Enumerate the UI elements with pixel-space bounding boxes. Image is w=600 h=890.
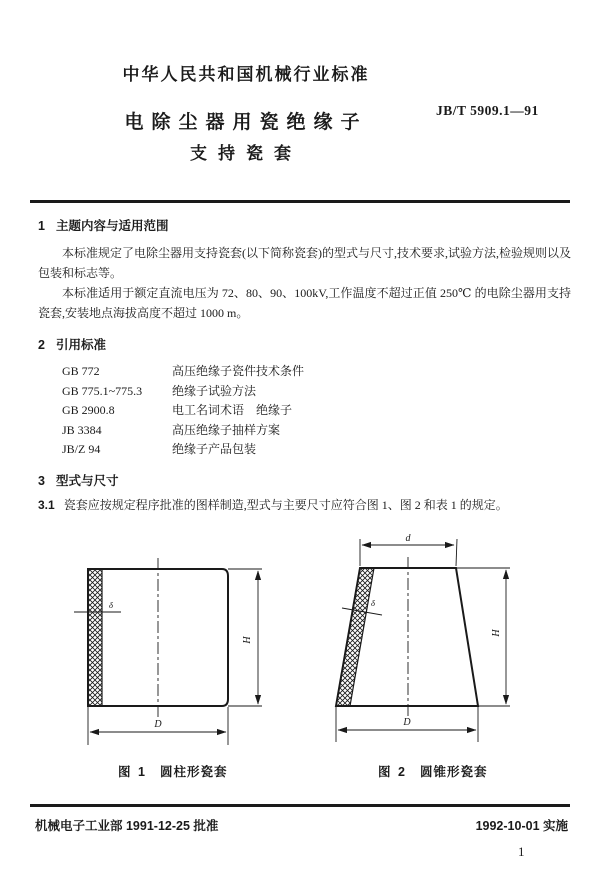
section-2-number: 2 (38, 338, 45, 352)
section-1-title: 主题内容与适用范围 (55, 219, 169, 233)
extension-line (456, 539, 457, 566)
page-number: 1 (518, 844, 525, 859)
reference-code: JB 3384 (62, 422, 102, 437)
dimension-label-D: D (403, 717, 411, 728)
reference-title: 高压绝缘子抽样方案 (172, 422, 281, 437)
figure-2-caption (378, 762, 487, 780)
section-2-heading (38, 337, 571, 353)
figure-1-caption-title: 圆柱形瓷套 (159, 765, 228, 779)
section-1-paragraph-1: 本标准规定了电除尘器用支持瓷套(以下简称瓷套)的型式与尺寸,技术要求,试验方法,检验规则以及包装和标志等。 (38, 246, 571, 280)
dimension-label-d: d (405, 533, 411, 544)
reference-code: JB/Z 94 (62, 442, 101, 457)
standard-number: JB/T 5909.1—91 (436, 103, 539, 118)
footer-rule (30, 804, 570, 807)
dimension-label-wall: δ (109, 600, 113, 610)
reference-row (38, 382, 571, 402)
wall-section-hatch (336, 568, 374, 706)
figure-1-caption-label: 图 1 (118, 765, 147, 779)
reference-title: 电工名词术语 绝缘子 (172, 403, 293, 418)
section-2-title: 引用标准 (55, 338, 106, 352)
reference-code: GB 775.1~775.3 (62, 383, 143, 398)
section-1-number: 1 (38, 219, 45, 233)
implementation-note: 1992-10-01 实施 (475, 819, 568, 833)
dimension-label-D: D (154, 719, 162, 730)
clause-3-1-text: 瓷套应按规定程序批准的图样制造,型式与主要尺寸应符合图 1、图 2 和表 1 的规定。 (63, 497, 508, 512)
reference-row (38, 362, 571, 382)
dimension-label-wall: δ (371, 598, 375, 608)
figure-2-caption-label: 图 2 (378, 765, 407, 779)
clause-3-1-number: 3.1 (38, 497, 55, 512)
header-rule (30, 200, 570, 203)
figure-2-conical-sleeve-drawing (320, 528, 535, 750)
section-1-heading (38, 218, 571, 234)
approval-note: 机械电子工业部 1991-12-25 批准 (35, 819, 219, 833)
section-3-number: 3 (38, 473, 45, 488)
reference-title: 绝缘子产品包装 (172, 442, 257, 457)
section-3-heading (38, 473, 571, 489)
dimension-label-H: H (242, 636, 253, 644)
reference-title: 高压绝缘子瓷件技术条件 (172, 364, 305, 378)
figure-1-cylindrical-sleeve-drawing (60, 545, 275, 760)
reference-code: GB 772 (62, 364, 100, 378)
document-body (38, 211, 571, 515)
reference-title: 绝缘子试验方法 (172, 383, 257, 398)
section-3-title: 型式与尺寸 (55, 473, 119, 488)
figure-2-caption-title: 圆锥形瓷套 (419, 765, 488, 779)
reference-list (38, 362, 571, 460)
section-1-paragraph-2: 本标准适用于额定直流电压为 72、80、90、100kV,工作温度不超过正值 250℃ 的电除尘器用支持瓷套,安装地点海拔高度不超过 1000 m。 (38, 286, 571, 320)
standard-org-line: 中华人民共和国机械行业标准 (122, 65, 370, 84)
wall-section-hatch (88, 569, 102, 706)
reference-row (38, 440, 571, 460)
clause-3-1 (38, 496, 571, 515)
reference-row (38, 401, 571, 421)
standard-title-line2: 支持瓷套 (190, 144, 302, 163)
standard-title-line1: 电除尘器用瓷绝缘子 (124, 112, 368, 133)
reference-row (38, 421, 571, 441)
dimension-label-H: H (491, 629, 502, 637)
document-header (0, 62, 492, 166)
reference-code: GB 2900.8 (62, 403, 115, 418)
figure-1-caption (118, 762, 227, 780)
